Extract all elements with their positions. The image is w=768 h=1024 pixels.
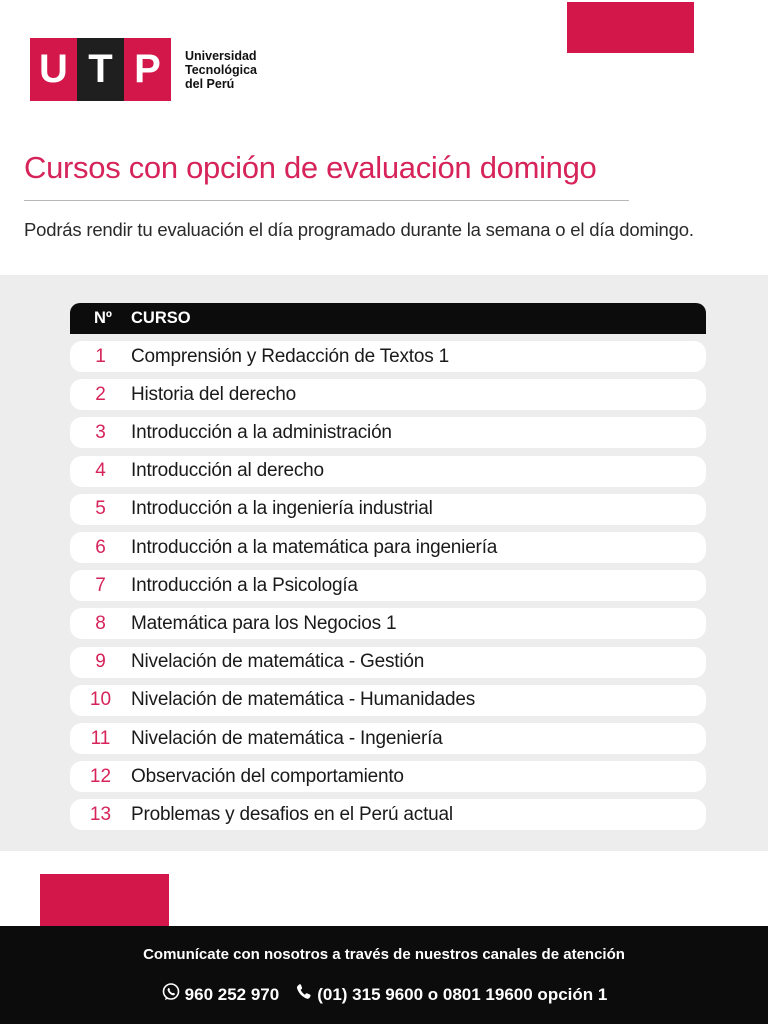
page-subtitle: Podrás rendir tu evaluación el día programado durante la semana o el día domingo. (24, 219, 694, 240)
whatsapp-icon (161, 982, 181, 1007)
header-number: Nº (94, 309, 112, 327)
row-course-name: Observación del comportamiento (131, 765, 404, 787)
footer-contact-numbers (0, 982, 768, 1007)
row-number: 13 (89, 803, 112, 825)
row-course-name: Nivelación de matemática - Ingeniería (131, 727, 443, 749)
logo-name-line-1: Universidad (185, 48, 257, 63)
row-number: 10 (89, 689, 112, 711)
courses-table (0, 275, 768, 851)
phone-icon (295, 983, 313, 1006)
page-title: Cursos con opción de evaluación domingo (24, 150, 597, 185)
row-number: 3 (95, 421, 106, 443)
logo-university-name (185, 49, 257, 91)
contact-footer (0, 926, 768, 1024)
bottom-accent-block (40, 874, 169, 926)
logo-letter-p: P (124, 38, 171, 101)
logo-name-line-2: Tecnológica (185, 62, 258, 77)
row-course-name: Matemática para los Negocios 1 (131, 612, 397, 634)
row-course-name: Problemas y desafios en el Perú actual (131, 803, 453, 825)
table-row (70, 379, 706, 410)
row-number: 8 (95, 612, 106, 634)
header-course: CURSO (131, 309, 191, 327)
row-course-name: Historia del derecho (131, 383, 296, 405)
whatsapp-number: 960 252 970 (184, 984, 280, 1004)
table-row (70, 761, 706, 792)
table-row (70, 417, 706, 448)
row-course-name: Nivelación de matemática - Gestión (131, 651, 425, 673)
row-course-name: Introducción a la matemática para ingeniería (131, 536, 498, 558)
footer-contact-message: Comunícate con nosotros a través de nuestros canales de atención (143, 946, 625, 963)
table-row (70, 494, 706, 525)
row-number: 6 (95, 536, 106, 558)
row-number: 7 (95, 574, 106, 596)
table-row (70, 799, 706, 830)
row-course-name: Introducción al derecho (131, 460, 324, 482)
row-course-name: Introducción a la ingeniería industrial (131, 498, 433, 520)
logo-name-line-3: del Perú (185, 76, 235, 91)
table-row (70, 647, 706, 678)
row-number: 5 (95, 498, 106, 520)
top-accent-block (567, 2, 694, 53)
table-row (70, 570, 706, 601)
logo-letter-u: U (30, 38, 77, 101)
table-header (70, 303, 706, 334)
row-number: 2 (95, 383, 106, 405)
table-row (70, 532, 706, 563)
phone-numbers: (01) 315 9600 o 0801 19600 opción 1 (317, 984, 608, 1004)
logo-letter-t: T (77, 38, 124, 101)
table-row (70, 723, 706, 754)
row-course-name: Introducción a la administración (131, 421, 392, 443)
table-row (70, 341, 706, 372)
row-number: 4 (95, 460, 106, 482)
table-row (70, 685, 706, 716)
row-number: 11 (90, 727, 111, 749)
row-course-name: Comprensión y Redacción de Textos 1 (131, 345, 449, 367)
row-course-name: Nivelación de matemática - Humanidades (131, 689, 476, 711)
row-number: 9 (95, 651, 106, 673)
title-divider (24, 200, 629, 201)
table-row (70, 456, 706, 487)
row-number: 1 (95, 345, 106, 367)
row-number: 12 (89, 765, 112, 787)
row-course-name: Introducción a la Psicología (131, 574, 358, 596)
table-row (70, 608, 706, 639)
utp-logo (30, 38, 257, 101)
